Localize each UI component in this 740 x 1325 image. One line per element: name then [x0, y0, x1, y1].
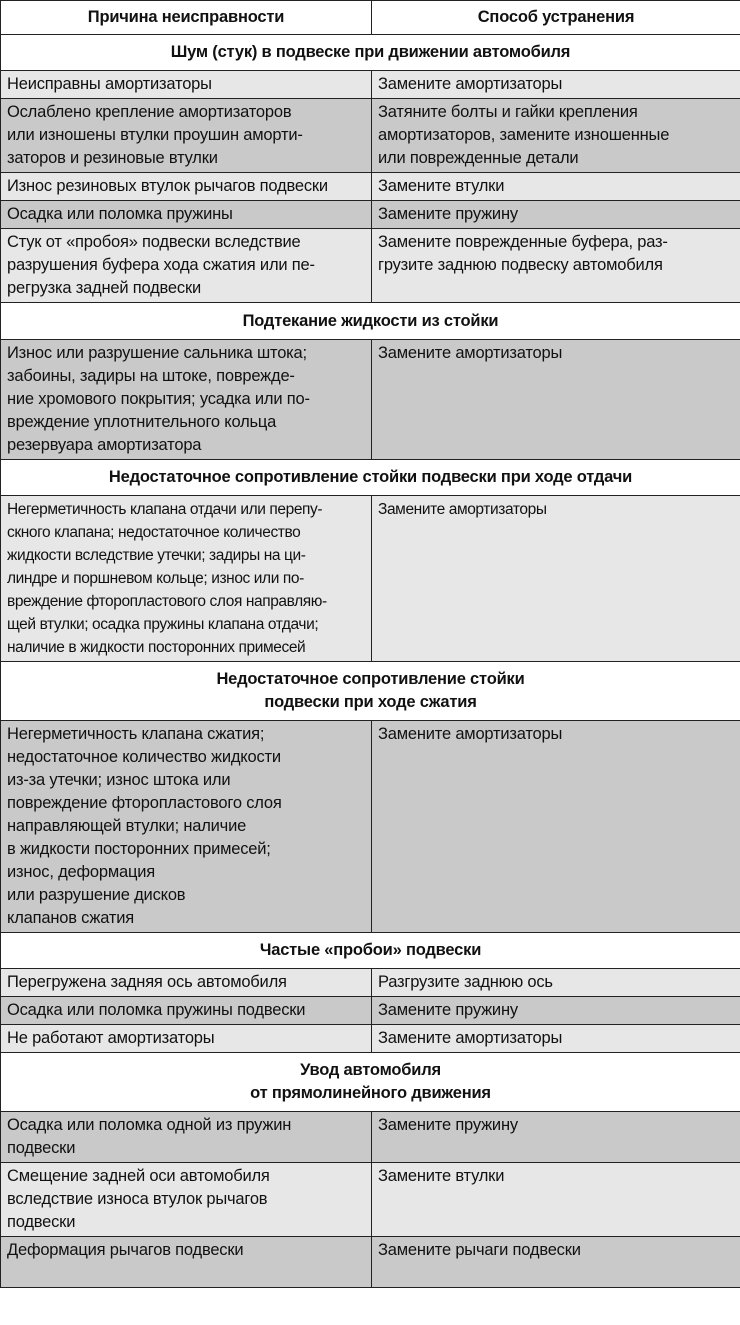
section-row	[1, 460, 740, 496]
section-row	[1, 35, 740, 71]
table-row	[1, 71, 740, 99]
table-row	[1, 229, 740, 303]
header-remedy: Способ устранения	[372, 1, 740, 35]
cause-cell: Деформация рычагов подвески	[1, 1237, 372, 1288]
cause-cell: Износ или разрушение сальника штока; забоины, задиры на штоке, поврежде- ние хромового покрытия; усадка или по- вреждение уплотнительного кольца резервуара амортизатора	[1, 340, 372, 460]
table-row	[1, 1237, 740, 1288]
cause-cell: Негерметичность клапана сжатия; недостаточное количество жидкости из-за утечки; износ штока или повреждение фторопластового слоя направляющей втулки; наличие в жидкости посторонних примесей; износ, деформация или разрушение дисков клапанов сжатия	[1, 721, 372, 933]
table-row	[1, 1025, 740, 1053]
table-row	[1, 496, 740, 662]
section-row	[1, 662, 740, 721]
section-title: Шум (стук) в подвеске при движении автомобиля	[1, 35, 740, 71]
remedy-cell: Замените амортизаторы	[372, 340, 740, 460]
section-row	[1, 933, 740, 969]
remedy-cell: Замените рычаги подвески	[372, 1237, 740, 1288]
section-title: Подтекание жидкости из стойки	[1, 303, 740, 340]
table-row	[1, 340, 740, 460]
remedy-cell: Замените пружину	[372, 1112, 740, 1163]
cause-cell: Износ резиновых втулок рычагов подвески	[1, 173, 372, 201]
header-row	[1, 1, 740, 35]
section-title: Частые «пробои» подвески	[1, 933, 740, 969]
cause-cell: Смещение задней оси автомобиля вследствие износа втулок рычагов подвески	[1, 1163, 372, 1237]
remedy-cell: Замените амортизаторы	[372, 496, 740, 662]
table-row	[1, 1163, 740, 1237]
table-row	[1, 969, 740, 997]
table-row	[1, 997, 740, 1025]
remedy-cell: Затяните болты и гайки крепления амортизаторов, замените изношенные или поврежденные детали	[372, 99, 740, 173]
table-row	[1, 99, 740, 173]
section-title: Увод автомобиля от прямолинейного движения	[1, 1053, 740, 1112]
remedy-cell: Замените амортизаторы	[372, 71, 740, 99]
cause-cell: Осадка или поломка пружины	[1, 201, 372, 229]
cause-cell: Осадка или поломка одной из пружин подвески	[1, 1112, 372, 1163]
remedy-cell: Замените втулки	[372, 173, 740, 201]
cause-cell: Ослаблено крепление амортизаторов или изношены втулки проушин аморти- заторов и резиновые втулки	[1, 99, 372, 173]
remedy-cell: Замените пружину	[372, 997, 740, 1025]
cause-cell: Осадка или поломка пружины подвески	[1, 997, 372, 1025]
section-row	[1, 303, 740, 340]
remedy-cell: Разгрузите заднюю ось	[372, 969, 740, 997]
remedy-cell: Замените втулки	[372, 1163, 740, 1237]
remedy-cell: Замените амортизаторы	[372, 1025, 740, 1053]
section-title: Недостаточное сопротивление стойки подвески при ходе сжатия	[1, 662, 740, 721]
header-cause: Причина неисправности	[1, 1, 372, 35]
remedy-cell: Замените поврежденные буфера, раз- грузите заднюю подвеску автомобиля	[372, 229, 740, 303]
cause-cell: Негерметичность клапана отдачи или перепу- скного клапана; недостаточное количество жидкости вследствие утечки; задиры на ци- линдре и поршневом кольце; износ или по- вреждение фторопластового слоя направляю- щей втулки; осадка пружины клапана отдачи; наличие в жидкости посторонних примесей	[1, 496, 372, 662]
remedy-cell: Замените пружину	[372, 201, 740, 229]
table-row	[1, 173, 740, 201]
cause-cell: Неисправны амортизаторы	[1, 71, 372, 99]
remedy-cell: Замените амортизаторы	[372, 721, 740, 933]
table-row	[1, 201, 740, 229]
section-row	[1, 1053, 740, 1112]
cause-cell: Перегружена задняя ось автомобиля	[1, 969, 372, 997]
cause-cell: Не работают амортизаторы	[1, 1025, 372, 1053]
table-row	[1, 721, 740, 933]
table-row	[1, 1112, 740, 1163]
section-title: Недостаточное сопротивление стойки подвески при ходе отдачи	[1, 460, 740, 496]
cause-cell: Стук от «пробоя» подвески вследствие разрушения буфера хода сжатия или пе- регрузка задней подвески	[1, 229, 372, 303]
